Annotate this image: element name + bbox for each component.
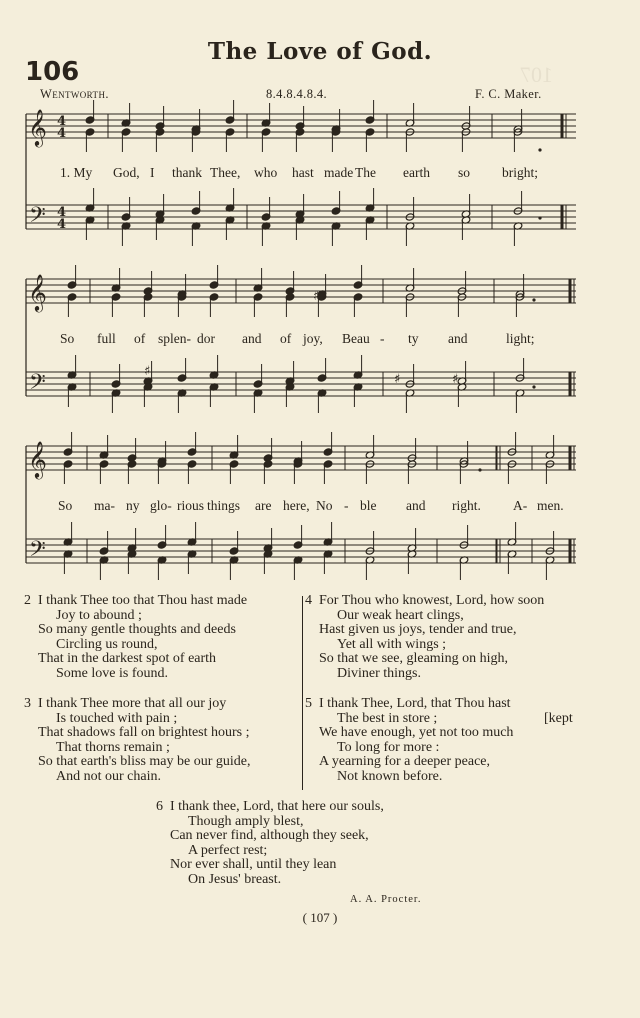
lyric-syllable: Beau [342, 331, 370, 346]
verse-line-text: Hast given us joys, tender and true, [319, 622, 517, 638]
lyric-syllable: of [280, 331, 292, 346]
lyric-syllable: hast [292, 165, 314, 180]
verse-line [24, 741, 251, 756]
time-signature-top: 4 [57, 205, 67, 220]
verse-line-text: On Jesus' breast. [188, 871, 282, 887]
lyric-syllable: I [150, 165, 155, 180]
sharp-icon: ♯ [313, 289, 320, 304]
verse-line [305, 755, 513, 770]
verse-line-text: Circling us round, [56, 636, 158, 652]
verse-line [156, 800, 384, 815]
lyric-syllable: glo- [150, 498, 172, 513]
lyric-syllable: men. [537, 498, 564, 513]
sharp-icon: ♯ [394, 372, 401, 387]
column-divider [302, 596, 303, 790]
lyric-syllable: joy, [303, 331, 323, 346]
lyric-syllable: So [60, 331, 75, 346]
lyric-syllable: who [254, 165, 278, 180]
verse-line-text: A perfect rest; [188, 842, 268, 858]
lyric-syllable: ble [360, 498, 377, 513]
verse-line [24, 712, 251, 727]
lyric-syllable: - [380, 331, 385, 346]
verse-line-text: Joy to abound ; [56, 607, 142, 623]
lyric-syllable: right. [452, 498, 481, 513]
verse-line [24, 697, 251, 712]
bass-clef-icon: 𝄢 [29, 370, 46, 400]
verse-line-text: Yet all with wings ; [337, 636, 447, 652]
dot-icon [532, 298, 535, 301]
verse-line-text: For Thou who knowest, Lord, how soon [319, 593, 545, 608]
verse-2 [24, 594, 247, 682]
verse-line [24, 770, 251, 785]
verse-line [305, 623, 544, 638]
verse-number: 5 [305, 696, 312, 711]
verse-line [24, 755, 251, 770]
treble-clef-icon: 𝄞 [28, 108, 47, 146]
verse-line-text: The best in store ; [337, 710, 438, 726]
verse-line [305, 667, 544, 682]
dot-icon [538, 148, 541, 151]
lyric-syllable: and [242, 331, 262, 346]
verse-line [24, 623, 247, 638]
lyric-syllable: Thee, [210, 165, 241, 180]
lyric-syllable: dor [197, 331, 215, 346]
lyric-syllable: God, [113, 165, 140, 180]
verse-line-text: Diviner things. [337, 665, 421, 681]
sharp-icon: ♯ [285, 379, 292, 394]
lyric-syllable: bright; [502, 165, 538, 180]
verse-line-text: And not our chain. [56, 768, 161, 784]
lyric-syllable: splen- [158, 331, 191, 346]
lyric-syllable: The [355, 165, 376, 180]
hymn-number: 106 [25, 57, 80, 87]
verse-line-text: We have enough, yet not too much [319, 725, 514, 741]
sharp-icon: ♯ [452, 372, 459, 387]
verse-number: 2 [24, 593, 31, 608]
time-signature-top: 4 [57, 114, 67, 129]
lyric-syllable: light; [506, 331, 535, 346]
lyric-syllable: so [458, 165, 471, 180]
lyric-syllable: - [344, 498, 349, 513]
verse-line [305, 726, 513, 741]
verse-line-text: Though amply blest, [188, 813, 304, 829]
lyric-syllable: rious [177, 498, 204, 513]
tune-name: Wentworth. [40, 87, 109, 101]
lyric-syllable: and [448, 331, 468, 346]
verse-6 [156, 800, 384, 888]
verse-3 [24, 697, 251, 785]
verse-line-text: So that earth's bliss may be our guide, [38, 754, 251, 770]
verse-line [156, 844, 384, 859]
lyric-syllable: ny [126, 498, 140, 513]
verse-line-text: Is touched with pain ; [56, 710, 178, 726]
lyric-syllable: are [255, 498, 272, 513]
verse-4 [305, 594, 544, 682]
dot-icon [478, 468, 481, 471]
verse-line [156, 873, 384, 888]
dot-icon [538, 216, 541, 219]
lyric-syllable: things [207, 498, 241, 513]
verse-line [24, 609, 247, 624]
lyric-syllable: of [134, 331, 146, 346]
verse-5 [305, 697, 513, 785]
bass-clef-icon: 𝄢 [29, 203, 46, 233]
verse-line [156, 858, 384, 873]
verse-line-text: That shadows fall on brightest hours ; [38, 725, 250, 741]
lyric-syllable: made [324, 165, 354, 180]
verse-line-text: That in the darkest spot of earth [38, 651, 217, 667]
verse-line-text: I thank Thee, Lord, that Thou hast [319, 696, 511, 711]
hymn-title: The Love of God. [207, 38, 433, 65]
time-signature-bottom: 4 [57, 217, 67, 232]
verse-line [305, 609, 544, 624]
verse-line [305, 741, 513, 756]
verse-line [156, 815, 384, 830]
verse-line [305, 697, 513, 712]
verse-line-text: I thank thee, Lord, that here our souls, [170, 799, 384, 814]
author-attribution: A. A. Procter. [350, 894, 422, 905]
verse-line-text: A yearning for a deeper peace, [319, 754, 491, 770]
meter: 8.4.8.4.8.4. [266, 87, 328, 101]
lyric-syllable: ma- [94, 498, 115, 513]
verse-line [24, 726, 251, 741]
page-number: ( 107 ) [302, 910, 338, 925]
bass-clef-icon: 𝄢 [29, 537, 46, 567]
verse-line-text: So that we see, gleaming on high, [319, 651, 508, 667]
verse-line-text: To long for more : [337, 739, 440, 755]
verse-line-text: Our weak heart clings, [337, 607, 464, 623]
composer: F. C. Maker. [475, 87, 542, 101]
verse-line-text: Not known before. [337, 768, 443, 784]
time-signature-bottom: 4 [57, 126, 67, 141]
verse-line [305, 594, 544, 609]
lyric-syllable: full [97, 331, 116, 346]
lyric-syllable: thank [172, 165, 202, 180]
verse-line [24, 667, 247, 682]
verse-line [305, 770, 513, 785]
verse-line [156, 829, 384, 844]
lyric-syllable: earth [403, 165, 430, 180]
sharp-icon: ♯ [144, 364, 151, 379]
lyric-syllable: and [406, 498, 426, 513]
verse-line [305, 712, 513, 727]
verse-line-text: Some love is found. [56, 665, 168, 681]
verse-line-text: That thorns remain ; [56, 739, 170, 755]
treble-clef-icon: 𝄞 [28, 273, 47, 311]
verse-number: 4 [305, 593, 312, 608]
verse-line-text: I thank Thee too that Thou hast made [38, 593, 248, 608]
bleed-through: 107 [520, 62, 553, 87]
verse-line-text: Nor ever shall, until they lean [170, 857, 337, 873]
verse-line [24, 594, 247, 609]
verse-line [24, 638, 247, 653]
dot-icon [532, 385, 535, 388]
verse-number: 6 [156, 799, 163, 814]
verse-line [24, 652, 247, 667]
lyric-syllable: A- [513, 498, 528, 513]
verse-line [305, 652, 544, 667]
verse-5-overflow: [kept [544, 711, 573, 726]
verse-line-text: I thank Thee more that all our joy [38, 696, 227, 711]
lyric-syllable: ty [408, 331, 419, 346]
lyric-syllable: 1. My [60, 165, 93, 180]
lyric-syllable: No [316, 498, 333, 513]
verse-line-text: So many gentle thoughts and deeds [38, 622, 236, 638]
verse-line [305, 638, 544, 653]
lyric-syllable: here, [283, 498, 310, 513]
treble-clef-icon: 𝄞 [28, 440, 47, 478]
verse-line-text: Can never find, although they seek, [170, 828, 369, 844]
lyric-syllable: So [58, 498, 73, 513]
verse-number: 3 [24, 696, 31, 711]
